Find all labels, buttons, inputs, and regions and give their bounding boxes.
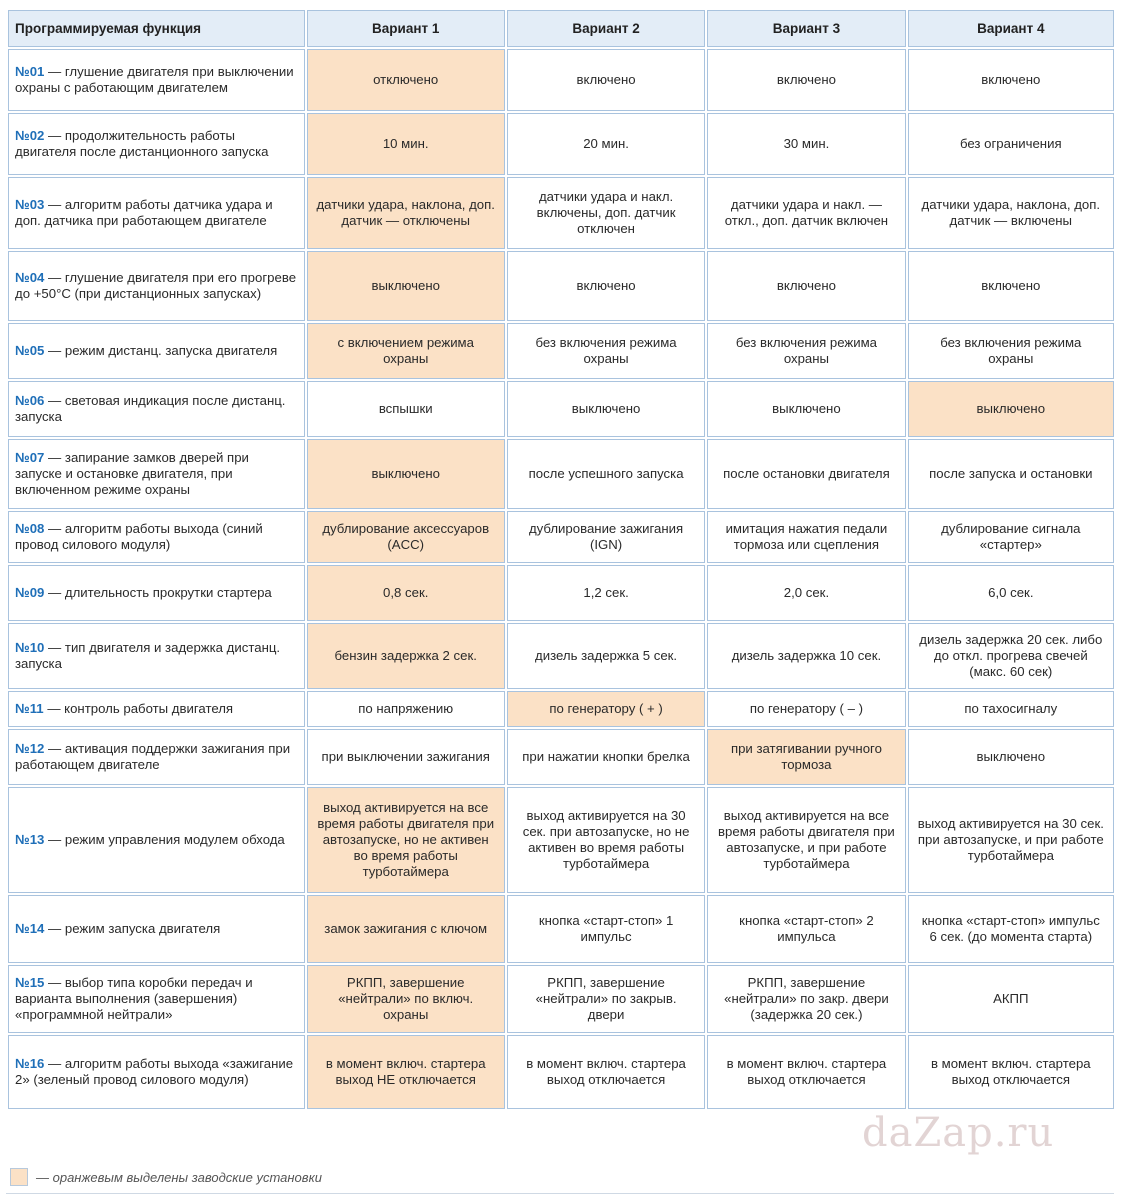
table-header-row [8,10,1114,47]
variant-1-cell: замок зажигания с ключом [307,895,505,963]
variant-2-cell: по генератору ( + ) [507,691,705,727]
variant-1-cell: по напряжению [307,691,505,727]
variant-2-cell: датчики удара и накл. включены, доп. датчик отключен [507,177,705,249]
variant-3-cell: при затягивании ручного тормоза [707,729,905,785]
function-code: №09 [15,585,45,600]
function-cell [8,565,305,621]
table-row [8,251,1114,321]
variant-2-cell: выход активируется на 30 сек. при автозапуске, но не активен во время работы турботаймера [507,787,705,893]
table-row [8,381,1114,437]
variant-4-cell: выход активируется на 30 сек. при автозапуске, и при работе турботаймера [908,787,1114,893]
function-code: №04 [15,270,45,285]
variant-2-cell: кнопка «старт-стоп» 1 импульс [507,895,705,963]
function-code: №16 [15,1056,45,1071]
header-variant-2: Вариант 2 [507,10,705,47]
function-cell [8,49,305,111]
function-description: — выбор типа коробки передач и варианта выполнения (завершения) «программной нейтрали» [15,975,253,1022]
settings-table-wrapper [6,8,1114,1111]
function-cell [8,511,305,563]
settings-table [6,8,1116,1111]
variant-3-cell: 30 мин. [707,113,905,175]
table-row [8,113,1114,175]
variant-4-cell: после запуска и остановки [908,439,1114,509]
variant-1-cell: с включением режима охраны [307,323,505,379]
table-row [8,623,1114,689]
function-cell [8,895,305,963]
variant-1-cell: выход активируется на все время работы двигателя при автозапуске, но не активен во время работы турботаймера [307,787,505,893]
function-description: — режим запуска двигателя [48,921,221,936]
header-variant-1: Вариант 1 [307,10,505,47]
function-description: — длительность прокрутки стартера [48,585,272,600]
variant-4-cell: по тахосигналу [908,691,1114,727]
variant-4-cell: АКПП [908,965,1114,1033]
variant-1-cell: вспышки [307,381,505,437]
function-code: №11 [15,701,44,716]
function-description: — активация поддержки зажигания при работающем двигателе [15,741,291,772]
variant-4-cell: 6,0 сек. [908,565,1114,621]
variant-2-cell: в момент включ. стартера выход отключается [507,1035,705,1109]
variant-2-cell: без включения режима охраны [507,323,705,379]
variant-1-cell: выключено [307,439,505,509]
variant-2-cell: после успешного запуска [507,439,705,509]
variant-3-cell: кнопка «старт-стоп» 2 импульса [707,895,905,963]
function-description: — глушение двигателя при его прогреве до +50°С (при дистанционных запусках) [15,270,297,301]
variant-4-cell: кнопка «старт-стоп» импульс 6 сек. (до момента старта) [908,895,1114,963]
variant-4-cell: дублирование сигнала «стартер» [908,511,1114,563]
function-cell [8,177,305,249]
table-row [8,787,1114,893]
variant-3-cell: датчики удара и накл. — откл., доп. датчик включен [707,177,905,249]
variant-3-cell: включено [707,49,905,111]
function-code: №10 [15,640,45,655]
function-cell [8,251,305,321]
header-variant-4: Вариант 4 [908,10,1114,47]
function-cell [8,787,305,893]
function-cell [8,965,305,1033]
variant-1-cell: 10 мин. [307,113,505,175]
variant-2-cell: 20 мин. [507,113,705,175]
function-code: №01 [15,64,45,79]
function-code: №08 [15,521,45,536]
variant-2-cell: выключено [507,381,705,437]
variant-3-cell: по генератору ( – ) [707,691,905,727]
table-row [8,729,1114,785]
variant-1-cell: 0,8 сек. [307,565,505,621]
variant-4-cell: выключено [908,729,1114,785]
variant-3-cell: дизель задержка 10 сек. [707,623,905,689]
variant-2-cell: РКПП, завершение «нейтрали» по закрыв. двери [507,965,705,1033]
variant-2-cell: дизель задержка 5 сек. [507,623,705,689]
variant-1-cell: отключено [307,49,505,111]
function-description: — глушение двигателя при выключении охраны с работающим двигателем [15,64,294,95]
function-cell [8,381,305,437]
variant-1-cell: в момент включ. стартера выход НЕ отключается [307,1035,505,1109]
function-code: №07 [15,450,45,465]
function-cell [8,113,305,175]
variant-4-cell: датчики удара, наклона, доп. датчик — включены [908,177,1114,249]
variant-3-cell: выключено [707,381,905,437]
function-description: — световая индикация после дистанц. запуска [15,393,286,424]
function-code: №02 [15,128,45,143]
variant-1-cell: при выключении зажигания [307,729,505,785]
function-cell [8,691,305,727]
variant-4-cell: включено [908,49,1114,111]
watermark: daZap.ru [862,1110,1055,1156]
variant-1-cell: бензин задержка 2 сек. [307,623,505,689]
function-description: — запирание замков дверей при запуске и остановке двигателя, при включенном режиме охраны [15,450,249,497]
header-function: Программируемая функция [8,10,305,47]
function-cell [8,623,305,689]
function-cell [8,439,305,509]
variant-3-cell: без включения режима охраны [707,323,905,379]
variant-2-cell: включено [507,49,705,111]
variant-1-cell: дублирование аксессуаров (ACC) [307,511,505,563]
function-description: — продолжительность работы двигателя после дистанционного запуска [15,128,269,159]
table-row [8,565,1114,621]
table-row [8,691,1114,727]
legend-text: — оранжевым выделены заводские установки [36,1169,322,1185]
variant-3-cell: включено [707,251,905,321]
variant-3-cell: 2,0 сек. [707,565,905,621]
header-variant-3: Вариант 3 [707,10,905,47]
function-description: — алгоритм работы датчика удара и доп. датчика при работающем двигателе [15,197,273,228]
function-description: — тип двигателя и задержка дистанц. запуска [15,640,281,671]
function-code: №03 [15,197,45,212]
table-row [8,49,1114,111]
variant-4-cell: дизель задержка 20 сек. либо до откл. прогрева свечей (макс. 60 сек) [908,623,1114,689]
function-cell [8,729,305,785]
variant-4-cell: в момент включ. стартера выход отключается [908,1035,1114,1109]
table-row [8,895,1114,963]
variant-2-cell: при нажатии кнопки брелка [507,729,705,785]
function-description: — режим дистанц. запуска двигателя [48,343,278,358]
variant-1-cell: РКПП, завершение «нейтрали» по включ. охраны [307,965,505,1033]
function-code: №15 [15,975,45,990]
function-description: — контроль работы двигателя [47,701,234,716]
function-code: №05 [15,343,45,358]
function-cell [8,323,305,379]
function-description: — режим управления модулем обхода [48,832,285,847]
table-row [8,965,1114,1033]
variant-3-cell: в момент включ. стартера выход отключается [707,1035,905,1109]
variant-2-cell: дублирование зажигания (IGN) [507,511,705,563]
variant-4-cell: без ограничения [908,113,1114,175]
variant-3-cell: имитация нажатия педали тормоза или сцепления [707,511,905,563]
variant-3-cell: выход активируется на все время работы двигателя при автозапуске, и при работе турботаймера [707,787,905,893]
legend-swatch [10,1168,28,1186]
function-description: — алгоритм работы выхода «зажигание 2» (зеленый провод силового модуля) [15,1056,294,1087]
variant-3-cell: после остановки двигателя [707,439,905,509]
variant-1-cell: выключено [307,251,505,321]
table-row [8,511,1114,563]
function-cell [8,1035,305,1109]
function-code: №14 [15,921,45,936]
function-code: №12 [15,741,45,756]
function-code: №13 [15,832,45,847]
variant-4-cell: выключено [908,381,1114,437]
table-row [8,323,1114,379]
function-code: №06 [15,393,45,408]
variant-4-cell: без включения режима охраны [908,323,1114,379]
table-row [8,177,1114,249]
table-body [8,49,1114,1109]
legend [10,1168,322,1186]
variant-4-cell: включено [908,251,1114,321]
variant-2-cell: включено [507,251,705,321]
legend-divider [6,1193,1114,1194]
variant-1-cell: датчики удара, наклона, доп. датчик — отключены [307,177,505,249]
function-description: — алгоритм работы выхода (синий провод силового модуля) [15,521,263,552]
table-row [8,1035,1114,1109]
variant-3-cell: РКПП, завершение «нейтрали» по закр. двери (задержка 20 сек.) [707,965,905,1033]
table-row [8,439,1114,509]
variant-2-cell: 1,2 сек. [507,565,705,621]
